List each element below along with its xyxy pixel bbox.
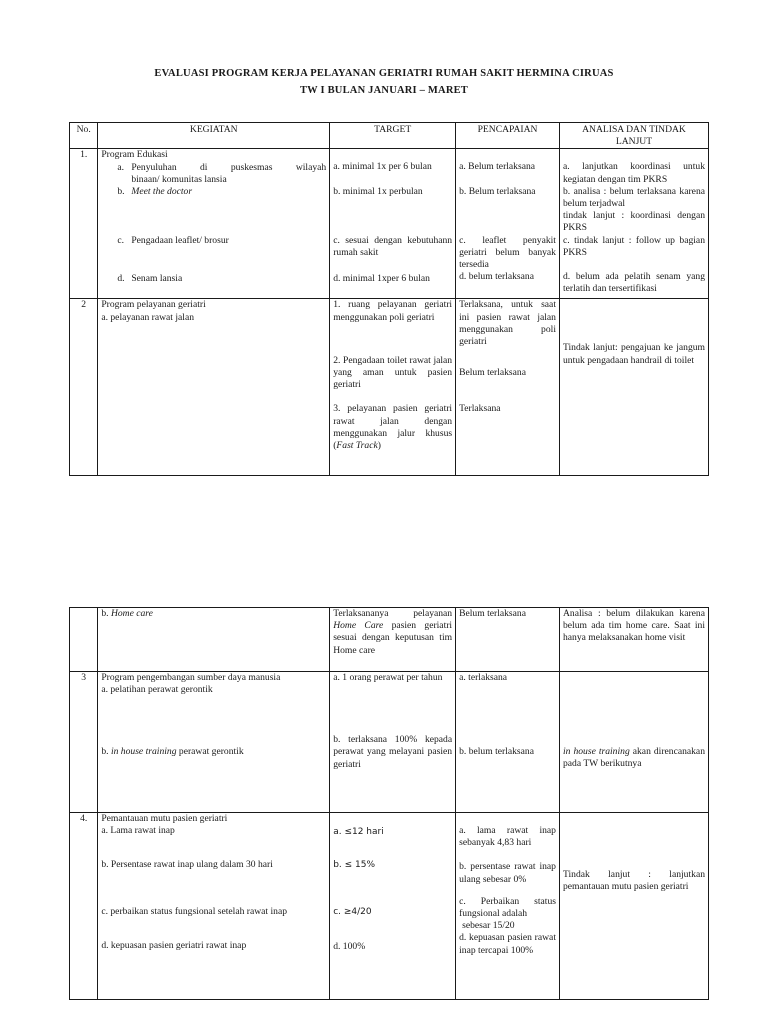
list-marker: b.	[117, 186, 125, 198]
list-item-text: Pengadaan leaflet/ brosur	[131, 235, 229, 247]
target-text: b. ≤ 15%	[333, 860, 376, 871]
pencapaian-text: a. terlaksana	[459, 672, 508, 683]
target-text: c. ≥4/20	[333, 907, 372, 918]
list-item-text: a. Lama rawat inap	[101, 825, 175, 837]
table-header-row	[70, 123, 709, 149]
kegiatan-cell	[98, 813, 330, 1000]
pencapaian-text: Belum terlaksana	[459, 367, 526, 379]
document-title: EVALUASI PROGRAM KERJA PELAYANAN GERIATRI RUMAH SAKIT HERMINA CIRUAS	[154, 68, 614, 79]
list-item-text: Senam lansia	[131, 273, 183, 285]
target-text: 3. pelayanan pasien geriatri rawat jalan dengan menggunakan jalur khusus (Fast Track)	[333, 403, 453, 452]
analisa-text: b. analisa : belum terlaksana karena belum terjadwal	[562, 185, 705, 210]
pencapaian-cell	[456, 813, 560, 1000]
program-title: Pemantauan mutu pasien geriatri	[101, 813, 228, 824]
pencapaian-cell: Belum terlaksana	[456, 608, 560, 672]
table-row	[70, 299, 709, 476]
kegiatan-cell	[98, 672, 330, 813]
analisa-cell	[559, 813, 708, 1000]
analisa-cell	[559, 672, 708, 813]
program-title: Program Edukasi	[101, 149, 168, 161]
row-number: 2	[70, 299, 98, 476]
pencapaian-text: Terlaksana	[459, 403, 501, 415]
pencapaian-text: b. Belum terlaksana	[459, 185, 536, 197]
target-cell	[330, 672, 456, 813]
list-item-text: Home care	[110, 608, 153, 619]
list-item-text: binaan/ komunitas lansia	[131, 173, 227, 185]
kegiatan-cell	[98, 299, 330, 476]
pencapaian-text: b. belum terlaksana	[459, 746, 534, 758]
list-item-text: d. kepuasan pasien geriatri rawat inap	[101, 939, 247, 951]
program-title: Program pengembangan sumber daya manusia	[101, 672, 281, 683]
target-text: d. minimal 1xper 6 bulan	[333, 273, 430, 285]
list-marker: d.	[117, 273, 125, 285]
target-text: b. minimal 1x perbulan	[333, 185, 423, 197]
target-text: a. minimal 1x per 6 bulan	[333, 161, 432, 173]
table-row	[70, 149, 709, 299]
list-item	[101, 162, 326, 186]
pencapaian-cell	[456, 299, 560, 476]
header-no: No.	[70, 123, 98, 149]
table-row	[70, 813, 709, 1000]
analisa-cell: Analisa : belum dilakukan karena belum ada tim home care. Saat ini hanya melaksanakan home visit	[559, 608, 708, 672]
header-target: TARGET	[330, 123, 456, 149]
pencapaian-text: b. persentase rawat inap ulang sebesar 0%	[459, 861, 556, 885]
table-row	[70, 608, 709, 672]
target-text: a. ≤12 hari	[333, 827, 384, 837]
pencapaian-text: sebesar 15/20	[462, 920, 515, 932]
analisa-text: Tindak lanjut: pengajuan ke jangum untuk pengadaan handrail di toilet	[562, 342, 705, 366]
table-row	[70, 672, 709, 813]
list-item-text: a. pelatihan perawat gerontik	[101, 684, 213, 696]
list-item-text: b. in house training perawat gerontik	[101, 746, 244, 758]
header-kegiatan: KEGIATAN	[98, 123, 330, 149]
target-cell: Terlaksananya pelayanan Home Care pasien geriatri sesuai dengan keputusan tim Home care	[330, 608, 456, 672]
analisa-text: a. lanjutkan koordinasi untuk kegiatan dengan tim PKRS	[562, 161, 705, 185]
list-item-text: Penyuluhan di puskesmas wilayah	[131, 161, 327, 173]
pencapaian-text: d. kepuasan pasien rawat inap tercapai 100%	[459, 932, 556, 956]
pencapaian-cell	[456, 149, 560, 299]
target-text: b. terlaksana 100% kepada perawat yang melayani pasien geriatri	[333, 734, 453, 770]
target-text: d. 100%	[333, 940, 366, 952]
analisa-cell	[559, 299, 708, 476]
target-cell	[330, 299, 456, 476]
list-item-text: Meet the doctor	[131, 186, 193, 198]
kegiatan-cell	[98, 149, 330, 299]
pencapaian-text: Terlaksana, untuk saat ini pasien rawat jalan menggunakan poli geriatri	[459, 299, 556, 348]
row-number: 1.	[70, 149, 98, 299]
evaluation-table-part1	[69, 122, 709, 476]
row-number: 3	[70, 672, 98, 813]
document-subtitle: TW I BULAN JANUARI – MARET	[299, 85, 469, 96]
list-item-text: c. perbaikan status fungsional setelah rawat inap	[101, 905, 288, 917]
target-text: 2. Pengadaan toilet rawat jalan yang aman untuk pasien geriatri	[333, 354, 453, 391]
target-text: 1. ruang pelayanan geriatri menggunakan poli geriatri	[333, 299, 453, 323]
list-marker: a.	[117, 161, 124, 173]
list-item-text: a. pelayanan rawat jalan	[101, 311, 195, 323]
pencapaian-text: c. leaflet penyakit geriatri belum banyak tersedia	[459, 234, 556, 271]
analisa-text: Tindak lanjut : lanjutkan pemantauan mutu pasien geriatri	[562, 869, 705, 893]
analisa-cell	[559, 149, 708, 299]
list-item-text: b. Persentase rawat inap ulang dalam 30 hari	[101, 859, 273, 871]
program-title: Program pelayanan geriatri	[101, 299, 206, 311]
list-item	[101, 273, 326, 285]
kegiatan-cell: b. Home care	[98, 608, 330, 672]
list-marker: c.	[117, 235, 124, 247]
pencapaian-text: a. lama rawat inap sebanyak 4,83 hari	[459, 825, 556, 849]
analisa-text: c. tindak lanjut : follow up bagian PKRS	[562, 234, 705, 258]
analisa-text: d. belum ada pelatih senam yang terlatih dan tersertifikasi	[562, 271, 705, 295]
pencapaian-cell	[456, 672, 560, 813]
target-text: a. 1 orang perawat per tahun	[333, 672, 443, 683]
header-pencapaian: PENCAPAIAN	[456, 123, 560, 149]
pencapaian-text: d. belum terlaksana	[459, 271, 534, 283]
list-item	[101, 186, 326, 198]
evaluation-table-part2	[69, 607, 709, 1000]
target-text: c. sesuai dengan kebutuhann rumah sakit	[333, 234, 453, 259]
pencapaian-text: c. Perbaikan status fungsional adalah	[459, 895, 556, 920]
target-cell	[330, 149, 456, 299]
row-number: 4.	[70, 813, 98, 1000]
pencapaian-text: a. Belum terlaksana	[459, 161, 536, 173]
analisa-text: tindak lanjut : koordinasi dengan PKRS	[562, 210, 705, 234]
header-analisa: ANALISA DAN TINDAK LANJUT	[559, 123, 708, 149]
list-item	[101, 235, 326, 247]
analisa-text: in house training akan direncanakan pada TW berikutnya	[562, 746, 705, 770]
target-cell	[330, 813, 456, 1000]
row-number	[70, 608, 98, 672]
